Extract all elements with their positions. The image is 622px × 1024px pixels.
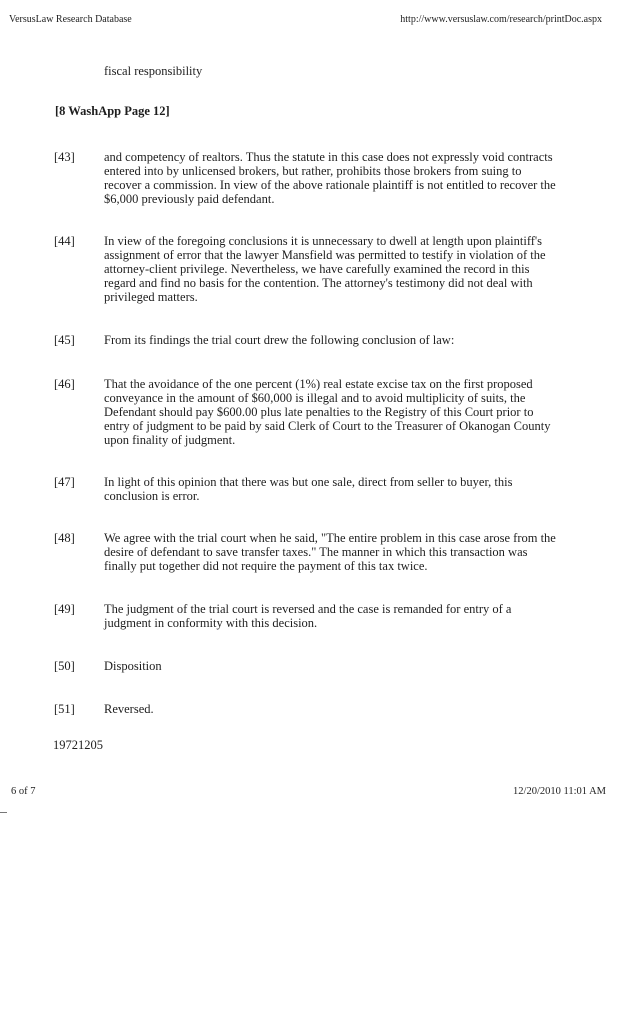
footer-datetime: 12/20/2010 11:01 AM (513, 786, 606, 797)
footer-page-count: 6 of 7 (11, 786, 36, 797)
page-reference: [8 WashApp Page 12] (55, 104, 170, 118)
paragraph-number: [46] (54, 377, 75, 391)
paragraph-text: Disposition (104, 659, 162, 673)
paragraph-text: We agree with the trial court when he said, "The entire problem in this case arose from the desire of defendant to save transfer taxes." The manner in which this transaction was finally put together did not require the payment of this tax twice. (104, 531, 556, 573)
paragraph-text: The judgment of the trial court is reversed and the case is remanded for entry of a judgment in conformity with this decision. (104, 602, 512, 630)
scan-edge-mark (0, 812, 7, 813)
paragraph-number: [49] (54, 602, 75, 616)
paragraph-text: In view of the foregoing conclusions it is unnecessary to dwell at length upon plaintiff's assignment of error that the lawyer Mansfield was permitted to testify in violation of the attorney-client privilege. Nevertheless, we have carefully examined the record in this regard and find no basis for the contention. The attorney's testimony did not deal with privileged matters. (104, 234, 546, 304)
paragraph-number: [44] (54, 234, 75, 248)
paragraph-text: Reversed. (104, 702, 154, 716)
header-site-title: VersusLaw Research Database (9, 14, 132, 25)
paragraph-number: [51] (54, 702, 75, 716)
paragraph-number: [50] (54, 659, 75, 673)
continued-text-fragment: fiscal responsibility (104, 64, 203, 78)
paragraph-text: That the avoidance of the one percent (1%) real estate excise tax on the first proposed conveyance in the amount of $60,000 is illegal and to avoid multiplicity of suits, the Defendant should pay $600.00 plus late penalties to the Registry of this Court prior to entry of judgment to be paid by said Clerk of Court to the Treasurer of Okanogan County upon finality of judgment. (104, 377, 551, 447)
paragraph-number: [43] (54, 150, 75, 164)
paragraph-text: and competency of realtors. Thus the statute in this case does not expressly void contracts entered into by unlicensed brokers, but rather, prohibits those brokers from suing to recover a commission. In view of the above rationale plaintiff is not entitled to recover the $6,000 previously paid defendant. (104, 150, 556, 206)
paragraph-number: [47] (54, 475, 75, 489)
document-number: 19721205 (53, 738, 103, 752)
paragraph-number: [45] (54, 333, 75, 347)
paragraph-text: In light of this opinion that there was but one sale, direct from seller to buyer, this conclusion is error. (104, 475, 513, 503)
header-url: http://www.versuslaw.com/research/printDoc.aspx (400, 14, 602, 25)
paragraph-text: From its findings the trial court drew the following conclusion of law: (104, 333, 455, 347)
paragraph-number: [48] (54, 531, 75, 545)
